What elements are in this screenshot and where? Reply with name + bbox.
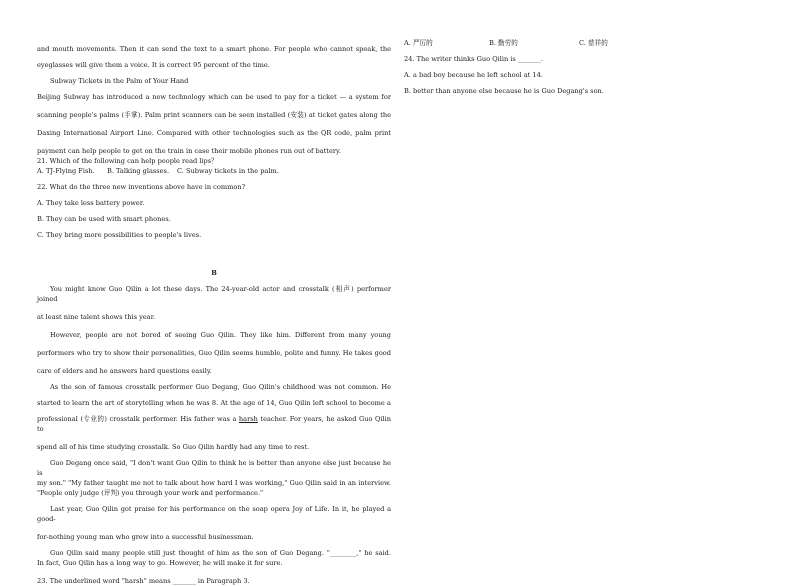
passage-line: eyeglasses will give them a voice. It is correct 95 percent of the time. — [37, 61, 270, 69]
passage-line — [37, 414, 391, 434]
passage-line: Last year, Guo Qilin got praise for his performance on the soap opera Joy of Life. In it, he played a good- — [37, 505, 391, 523]
left-column — [37, 44, 391, 586]
passage-line: started to learn the art of storytelling when he was 8. At the age of 14, Guo Qilin left school to become a — [37, 399, 391, 407]
question-21-options — [37, 166, 391, 176]
option-c: C. They bring more possibilities to people's lives. — [37, 231, 202, 239]
passage-line: and mouth movements. Then it can send the text to a smart phone. For people who cannot speak, the — [37, 45, 391, 53]
passage-line: payment can help people to get on the train in case their mobile phones run out of battery. — [37, 147, 341, 155]
passage-line: However, people are not bored of seeing Guo Qilin. They like him. Different from many young — [50, 331, 391, 339]
passage-line: scanning people's palms (手掌). Palm print scanners can be seen installed (安装) at ticket gates along the — [37, 111, 391, 119]
passage-line: care of elders and he answers hard questions easily. — [37, 367, 212, 375]
option-a: A. TJ-Flying Fish. — [37, 167, 95, 175]
option-a: A. 严厉的 — [404, 39, 433, 47]
right-column — [404, 38, 764, 96]
underlined-word: harsh — [238, 415, 258, 423]
option-b: B. They can be used with smart phones. — [37, 215, 171, 223]
option-b: B. Talking glasses. — [107, 167, 170, 175]
option-c: C. Subway tickets in the palm. — [177, 167, 279, 175]
option-a: A. a bad boy because he left school at 14. — [404, 71, 543, 79]
option-b: B. 勤劳的 — [489, 39, 518, 47]
text-span: teacher. For years, he asked Guo Qilin to — [37, 415, 391, 433]
passage-line: my son." "My father taught me not to talk about how hard I was working," Guo Qilin said in an interview. — [37, 479, 391, 487]
option-c: C. 慈祥的 — [579, 39, 608, 47]
section-heading-b: B — [211, 269, 217, 277]
passage-line: You might know Guo Qilin a lot these days. The 24-year-old actor and crosstalk (相声) performer joined — [37, 285, 391, 303]
passage-line: Guo Degang once said, "I don't want Guo Qilin to think he is better than anyone else just because he is — [37, 459, 391, 477]
passage-line: "People only judge (评判) you through your work and performance." — [37, 489, 264, 497]
question-22: 22. What do the three new inventions above have in common? — [37, 183, 246, 191]
question-24: 24. The writer thinks Guo Qilin is _______. — [404, 55, 544, 63]
option-b: B. better than anyone else because he is Guo Degang's son. — [404, 87, 604, 95]
passage-line: Daxing International Airport Line. Compared with other technologies such as the QR code, palm print — [37, 129, 391, 137]
question-23: 23. The underlined word "harsh" means _______ in Paragraph 3. — [37, 577, 250, 585]
question-23-options — [404, 38, 764, 48]
question-21: 21. Which of the following can help people read lips？ — [37, 157, 218, 165]
text-span: professional (专业的) crosstalk performer. His father was a — [37, 415, 239, 423]
passage-line: As the son of famous crosstalk performer Guo Degang, Guo Qilin's childhood was not common. He — [50, 383, 391, 391]
passage-line: at least nine talent shows this year. — [37, 313, 156, 321]
passage-line: spend all of his time studying crosstalk. So Guo Qilin hardly had any time to rest. — [37, 443, 310, 451]
option-a: A. They take less battery power. — [37, 199, 145, 207]
passage-line: Guo Qilin said many people still just thought of him as the son of Guo Degang. "________," he said. — [50, 549, 391, 557]
passage-line: performers who try to show their personalities, Guo Qilin seems humble, polite and funny. He takes good — [37, 349, 391, 357]
passage-line: In fact, Guo Qilin has a long way to go. However, he will make it for sure. — [37, 559, 283, 567]
passage-line: for-nothing young man who grew into a successful businessman. — [37, 533, 254, 541]
passage-line: Beijing Subway has introduced a new technology which can be used to pay for a ticket — a system for — [37, 93, 391, 101]
section-subtitle: Subway Tickets in the Palm of Your Hand — [50, 77, 189, 85]
